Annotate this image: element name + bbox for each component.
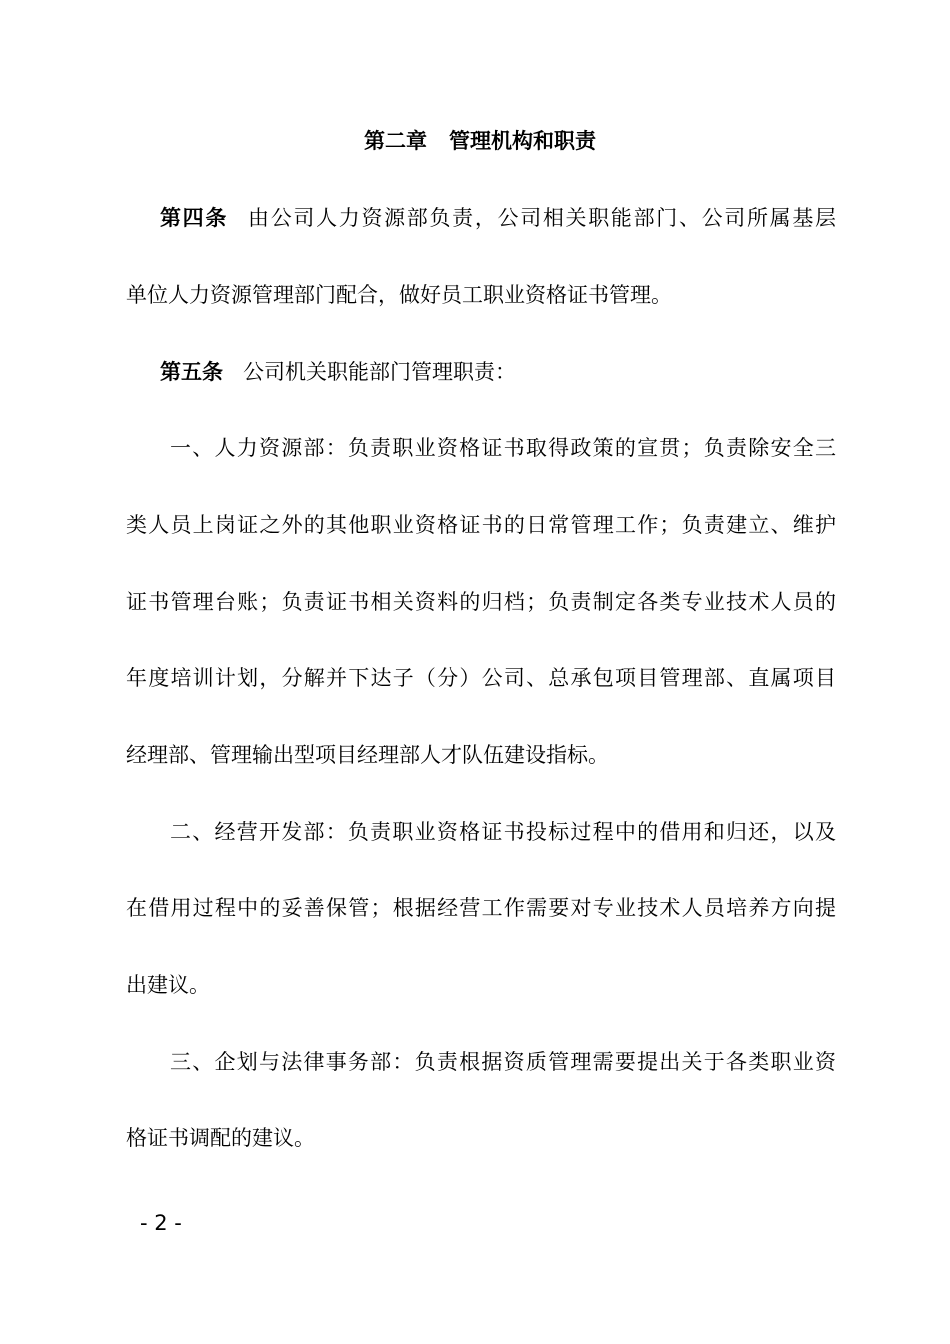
article-4-line-2: 单位人力资源管理部门配合，做好员工职业资格证书管理。 bbox=[126, 283, 672, 307]
item-2-line-1: 二、经营开发部：负责职业资格证书投标过程中的借用和归还，以及 bbox=[170, 820, 836, 844]
article-4-text-1: 由公司人力资源部负责，公司相关职能部门、公司所属基层 bbox=[248, 206, 837, 230]
article-5-text: 公司机关职能部门管理职责： bbox=[243, 360, 516, 384]
item-1-line-5: 经理部、管理输出型项目经理部人才队伍建设指标。 bbox=[126, 743, 609, 767]
article-5-label: 第五条 bbox=[160, 360, 223, 384]
item-1-line-2: 类人员上岗证之外的其他职业资格证书的日常管理工作；负责建立、维护 bbox=[126, 513, 836, 537]
article-5-line bbox=[160, 357, 836, 387]
item-1-line-4: 年度培训计划，分解并下达子（分）公司、总承包项目管理部、直属项目 bbox=[126, 666, 836, 690]
item-1-line-3: 证书管理台账；负责证书相关资料的归档；负责制定各类专业技术人员的 bbox=[126, 590, 836, 614]
item-2-line-3: 出建议。 bbox=[126, 973, 210, 997]
item-3-line-1: 三、企划与法律事务部：负责根据资质管理需要提出关于各类职业资 bbox=[170, 1050, 836, 1074]
chapter-title: 第二章 管理机构和职责 bbox=[364, 129, 596, 153]
article-4-line-1 bbox=[160, 203, 836, 233]
item-1-line-1: 一、人力资源部：负责职业资格证书取得政策的宣贯；负责除安全三 bbox=[170, 436, 836, 460]
item-2-line-2: 在借用过程中的妥善保管；根据经营工作需要对专业技术人员培养方向提 bbox=[126, 896, 836, 920]
article-4-label: 第四条 bbox=[160, 206, 229, 230]
page-number: - 2 - bbox=[140, 1211, 182, 1235]
item-3-line-2: 格证书调配的建议。 bbox=[126, 1126, 315, 1150]
